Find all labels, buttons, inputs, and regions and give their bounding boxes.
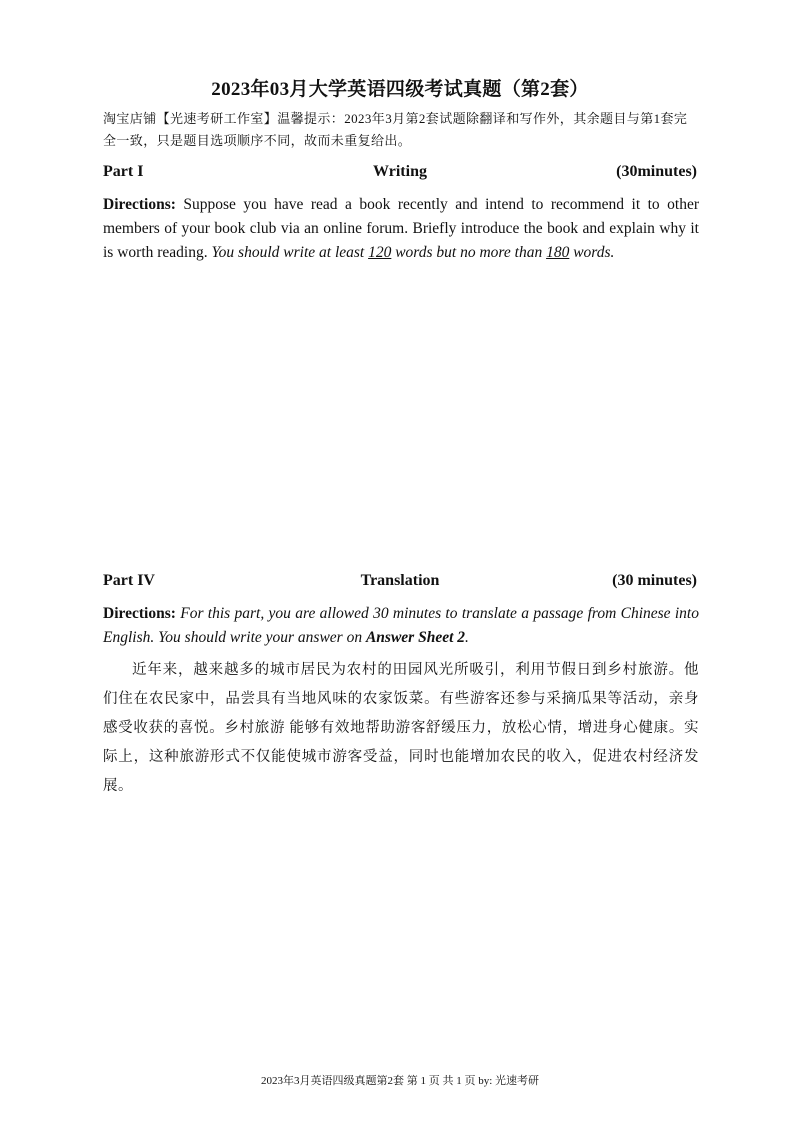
answer-sheet-ref: Answer Sheet 2 <box>365 629 466 646</box>
word-limit-text-3: words. <box>569 244 615 261</box>
part1-time: (30minutes) <box>616 163 697 180</box>
word-limit-text-2: words but no more than <box>391 244 547 261</box>
part1-word-limit <box>211 244 614 261</box>
part1-directions-text: Suppose you have read a book recently and intend to recommend it to other members of your book club via an online forum. Briefly introduce the book and explain why it is worth reading. <box>103 196 699 261</box>
page-title: 2023年03月大学英语四级考试真题（第2套） <box>211 79 589 100</box>
part4-time: (30 minutes) <box>612 572 697 589</box>
min-words: 120 <box>368 244 392 261</box>
part1-directions <box>103 193 699 265</box>
max-words: 180 <box>546 244 570 261</box>
part4-directions-text: For this part, you are allowed 30 minutes to translate a passage from Chinese into English. You should write your answer on <box>103 605 699 646</box>
translation-passage: 近年来，越来越多的城市居民为农村的田园风光所吸引，利用节假日到乡村旅游。他们住在农民家中，品尝具有当地风味的农家饭菜。有些游客还参与采摘瓜果等活动，亲身感受收获的喜悦。乡村旅游 能够有效地帮助游客舒缓压力，放松心情，增进身心健康。实际上，这种旅游形式不仅能使城市游客受益，同时也能增加农民的收入，促进农村经济发展。 <box>103 662 699 794</box>
part4-header <box>103 572 697 594</box>
page-footer: 2023年3月英语四级真题第2套 第 1 页 共 1 页 by: 光速考研 <box>260 1075 540 1087</box>
part1-header <box>103 163 697 185</box>
word-limit-text-1: You should write at least <box>211 244 369 261</box>
part4-directions <box>103 602 699 650</box>
part4-directions-end: . <box>465 629 469 646</box>
part1-name: Writing <box>373 163 427 180</box>
shop-notice: 淘宝店铺【光速考研工作室】温馨提示：2023年3月第2套试题除翻译和写作外，其余题目与第1套完全一致，只是题目选项顺序不同，故而未重复给出。 <box>103 111 688 148</box>
part1-label: Part I <box>103 163 144 180</box>
part4-directions-label: Directions: <box>103 605 176 622</box>
part4-label: Part IV <box>103 572 155 589</box>
part4-name: Translation <box>360 572 440 589</box>
part1-directions-label: Directions: <box>103 196 176 213</box>
